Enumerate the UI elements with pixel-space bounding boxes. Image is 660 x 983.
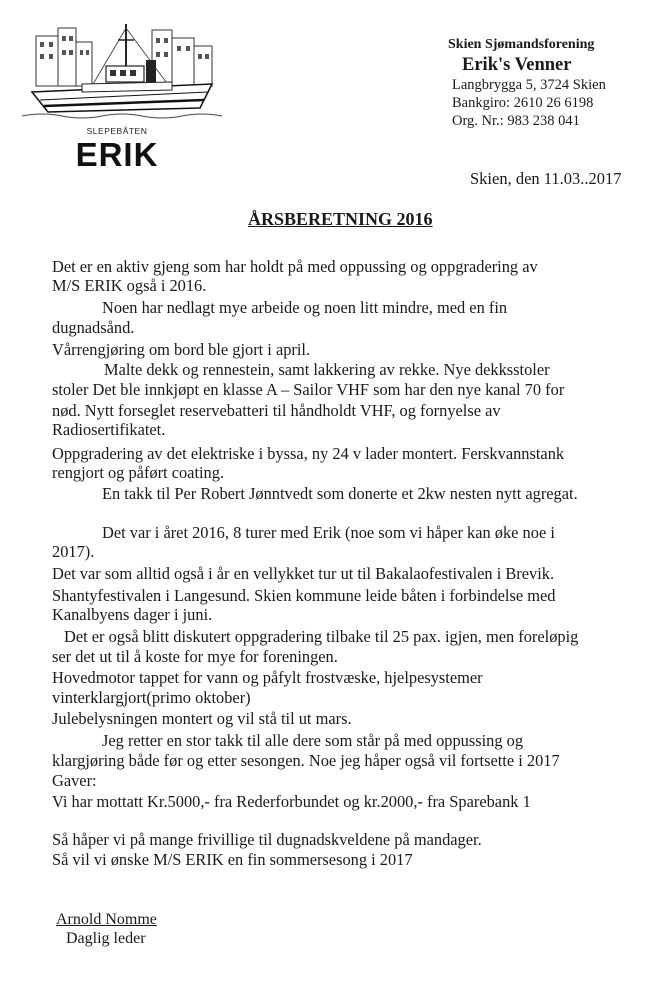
body-line: klargjøring både før og etter sesongen. Noe jeg håper også vil fortsette i 2017	[52, 751, 560, 770]
org-name: Erik's Venner	[462, 55, 572, 75]
body-line: nød. Nytt forseglet reservebatteri til håndholdt VHF, og fornyelse av	[52, 401, 501, 420]
letter-date: Skien, den 11.03..2017	[470, 169, 622, 188]
document-title: ÅRSBERETNING 2016	[248, 209, 433, 229]
body-line: Radiosertifikatet.	[52, 420, 166, 439]
logo-name: ERIK	[75, 136, 159, 173]
body-line: Det er en aktiv gjeng som har holdt på med oppussing og oppgradering av	[52, 257, 538, 276]
body-line: 2017).	[52, 542, 95, 561]
body-line: Gaver:	[52, 771, 97, 790]
body-line: ser det ut til å koste for mye for foreningen.	[52, 647, 338, 666]
body-line: Så vil vi ønske M/S ERIK en fin sommersesong i 2017	[52, 850, 413, 869]
signature-name: Arnold Nomme	[56, 911, 157, 928]
body-line: Jeg retter en stor takk til alle dere som står på med oppussing og	[102, 731, 524, 750]
body-line: vinterklargjort(primo oktober)	[52, 688, 251, 707]
body-line: Vårrengjøring om bord ble gjort i april.	[52, 340, 311, 359]
body-line: Shantyfestivalen i Langesund. Skien kommune leide båten i forbindelse med	[52, 586, 556, 605]
body-line: Så håper vi på mange frivillige til dugnadskveldene på mandager.	[52, 830, 482, 849]
body-line: Kanalbyens dager i juni.	[52, 605, 213, 624]
logo-subtitle: SLEPEBÅTEN	[86, 126, 148, 136]
body-line: Hovedmotor tappet for vann og påfylt frostvæske, hjelpesystemer	[52, 668, 483, 687]
organization-header	[448, 36, 606, 130]
body-line: Oppgradering av det elektriske i byssa, ny 24 v lader montert. Ferskvannstank	[52, 444, 565, 463]
body-line: Det var i året 2016, 8 turer med Erik (noe som vi håper kan øke noe i	[102, 523, 555, 542]
logo	[22, 20, 232, 180]
body-line: En takk til Per Robert Jønntvedt som donerte et 2kw nesten nytt agregat.	[102, 484, 578, 503]
body-line: Det er også blitt diskutert oppgradering tilbake til 25 pax. igjen, men foreløpig	[64, 627, 579, 646]
org-number: Org. Nr.: 983 238 041	[452, 113, 580, 129]
body-line: Vi har mottatt Kr.5000,- fra Rederforbundet og kr.2000,- fra Sparebank 1	[52, 792, 531, 811]
org-bankgiro: Bankgiro: 2610 26 6198	[452, 95, 594, 111]
body-line: Det var som alltid også i år en vellykket tur ut til Bakalaofestivalen i Brevik.	[52, 564, 555, 583]
body-line: rengjort og påført coating.	[52, 463, 225, 482]
org-line1: Skien Sjømandsforening	[448, 37, 595, 52]
body-line: Julebelysningen montert og vil stå til ut mars.	[52, 709, 352, 728]
tugboat-logo-icon	[22, 20, 222, 130]
body-line: Noen har nedlagt mye arbeide og noen litt mindre, med en fin	[102, 298, 508, 317]
org-address: Langbrygga 5, 3724 Skien	[452, 77, 606, 93]
body-line: Malte dekk og rennestein, samt lakkering av rekke. Nye dekksstoler	[104, 360, 550, 379]
signature-title: Daglig leder	[66, 930, 146, 947]
body-line: M/S ERIK også i 2016.	[52, 276, 207, 295]
body-line: dugnadsånd.	[52, 318, 135, 337]
body-line: stoler Det ble innkjøpt en klasse A – Sailor VHF som har den nye kanal 70 for	[52, 380, 565, 399]
